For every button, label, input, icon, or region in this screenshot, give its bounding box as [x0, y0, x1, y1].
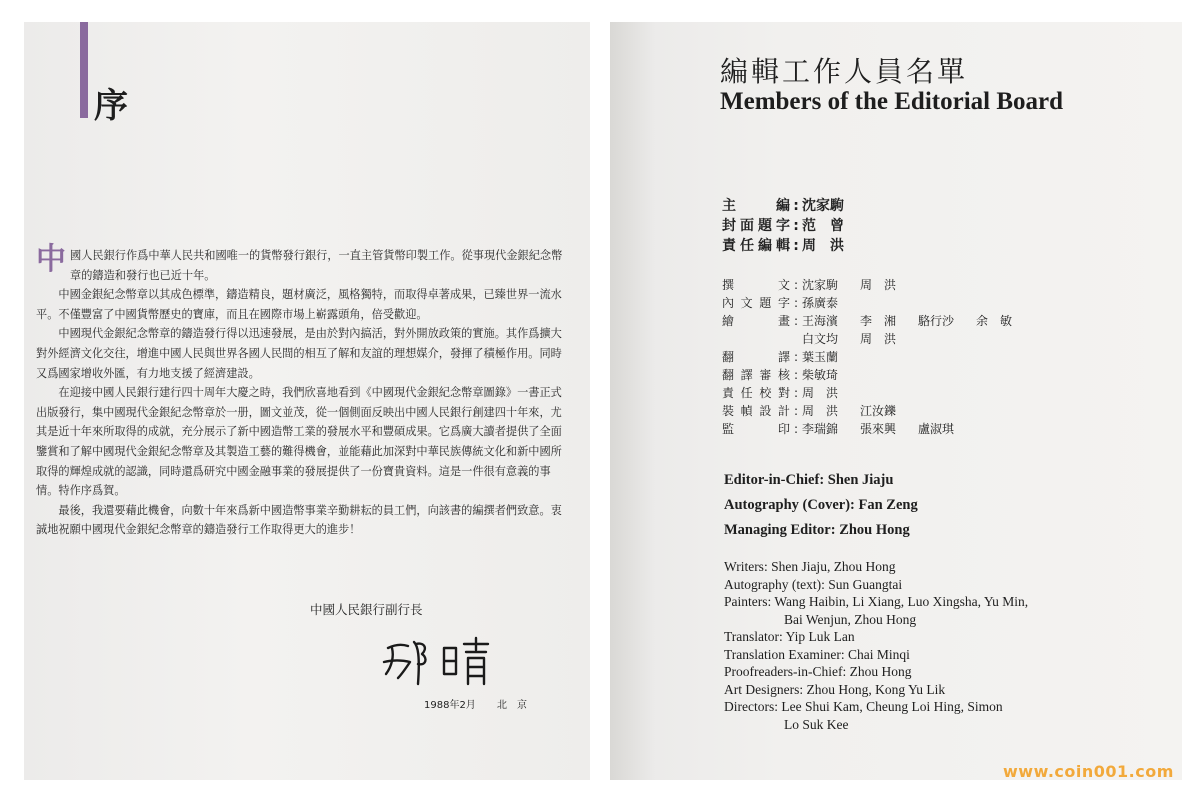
- editorial-board-page: [610, 22, 1182, 780]
- credit-line-continued: Bai Wenjun, Zhou Hong: [784, 611, 917, 627]
- handwritten-signature: [380, 634, 500, 688]
- role-row: 封面題字 : 范 曾: [722, 218, 844, 234]
- preface-body: [36, 242, 566, 540]
- preface-heading: 序: [94, 86, 129, 126]
- paragraph-5: 最後，我還要藉此機會，向數十年來爲新中國造幣事業辛勤耕耘的員工們，向該書的編撰者們致意。衷誠地祝願中國現代金銀紀念幣章的鑄造發行工作取得更大的進步！: [36, 503, 562, 537]
- role-row: 責任校對 : 周 洪: [722, 386, 839, 400]
- credit-line: Translation Examiner: Chai Minqi: [724, 646, 910, 662]
- role-row-continued: 白文均 周 洪: [802, 332, 897, 346]
- date-text: 1988年2月: [424, 700, 476, 711]
- preface-page: [24, 22, 590, 780]
- role-row: 監 印 : 李瑞錦 張來興 盧淑琪: [722, 422, 955, 436]
- title-english: Members of the Editorial Board: [720, 88, 1064, 115]
- role-row: 責任編輯 : 周 洪: [722, 238, 844, 254]
- role-row: 裝幀設計 : 周 洪 江汝鑠: [722, 404, 897, 418]
- main-roles-en: [724, 468, 918, 543]
- role-row: 內文題字 : 孫廣泰: [722, 296, 839, 310]
- accent-bar: [80, 22, 88, 118]
- date-line: [424, 696, 545, 711]
- staff-roles-en: [724, 558, 1028, 733]
- paragraph-4: 在迎接中國人民銀行建行四十周年大慶之時，我們欣喜地看到《中國現代金銀紀念幣章圖錄》一書正式出版發行，集中國現代金銀紀念幣章於一册，圖文並茂，從一個側面反映出中國人民銀行創建四十年來，尤其是近十年來所取得的成就，充分展示了新中國造幣工業的發展水平和豐碩成果。它爲廣大讀者提供了全面鑒賞和了解中國現代金銀紀念幣章及其製造工藝的難得機會，並能藉此加深對中華民族傳統文化和新中國所取得的輝煌成就的認識，同時還爲研究中國金融事業的發展提供了一份寶貴資料。這是一件很有意義的事情。特作序爲賀。: [36, 386, 562, 498]
- role-row: 撰 文 : 沈家駒 周 洪: [722, 278, 897, 292]
- role-row: 主 編 : 沈家駒: [722, 198, 844, 214]
- title-chinese: 編輯工作人員名單: [720, 55, 969, 88]
- credit-line-continued: Lo Suk Kee: [784, 716, 849, 732]
- credit-line: Painters: Wang Haibin, Li Xiang, Luo Xingsha, Yu Min,: [724, 594, 1029, 609]
- signature-title: 中國人民銀行副行長: [310, 602, 423, 617]
- credit-line: Proofreaders-in-Chief: Zhou Hong: [724, 664, 912, 679]
- main-roles-zh: [722, 196, 866, 256]
- place-text: 北 京: [497, 700, 527, 711]
- paragraph-2: 中國金銀紀念幣章以其成色標準，鑄造精良，題材廣泛，風格獨特，而取得卓著成果，已臻世界一流水平。不僅豐富了中國貨幣歷史的寶庫，而且在國際市場上嶄露頭角，倍受歡迎。: [36, 288, 562, 321]
- credit-line: Autography (text): Sun Guangtai: [724, 576, 903, 592]
- credit-line: Editor-in-Chief: Shen Jiaju: [724, 472, 894, 488]
- paragraph-1: 中國人民銀行作爲中華人民共和國唯一的貨幣發行銀行，一直主管貨幣印製工作。從事現代金銀紀念幣章的鑄造和發行也已近十年。: [36, 242, 563, 282]
- site-watermark: www.coin001.com: [1003, 762, 1174, 781]
- role-row: 繪 畫 : 王海濱 李 湘 駱行沙 余 敏: [722, 314, 1013, 328]
- role-row: 翻 譯 : 葉玉蘭: [722, 350, 839, 364]
- credit-line: Autography (Cover): Fan Zeng: [724, 497, 918, 513]
- credit-line: Art Designers: Zhou Hong, Kong Yu Lik: [724, 681, 946, 697]
- credit-line: Translator: Yip Luk Lan: [724, 629, 855, 644]
- credit-line: Managing Editor: Zhou Hong: [724, 522, 910, 538]
- staff-roles-zh: [722, 276, 1034, 438]
- drop-cap: 中: [36, 242, 66, 277]
- role-row: 翻譯審核 : 柴敏琦: [722, 368, 839, 382]
- paragraph-3: 中國現代金銀紀念幣章的鑄造發行得以迅速發展，是由於對內搞活，對外開放政策的實施。其作爲擴大對外經濟文化交往，增進中國人民與世界各國人民間的相互了解和友誼的理想媒介，發揮了積極作用。同時又爲國家增收外匯，有力地支援了經濟建設。: [36, 327, 562, 380]
- credit-line: Writers: Shen Jiaju, Zhou Hong: [724, 559, 896, 574]
- credit-line: Directors: Lee Shui Kam, Cheung Loi Hing, Simon: [724, 699, 1003, 714]
